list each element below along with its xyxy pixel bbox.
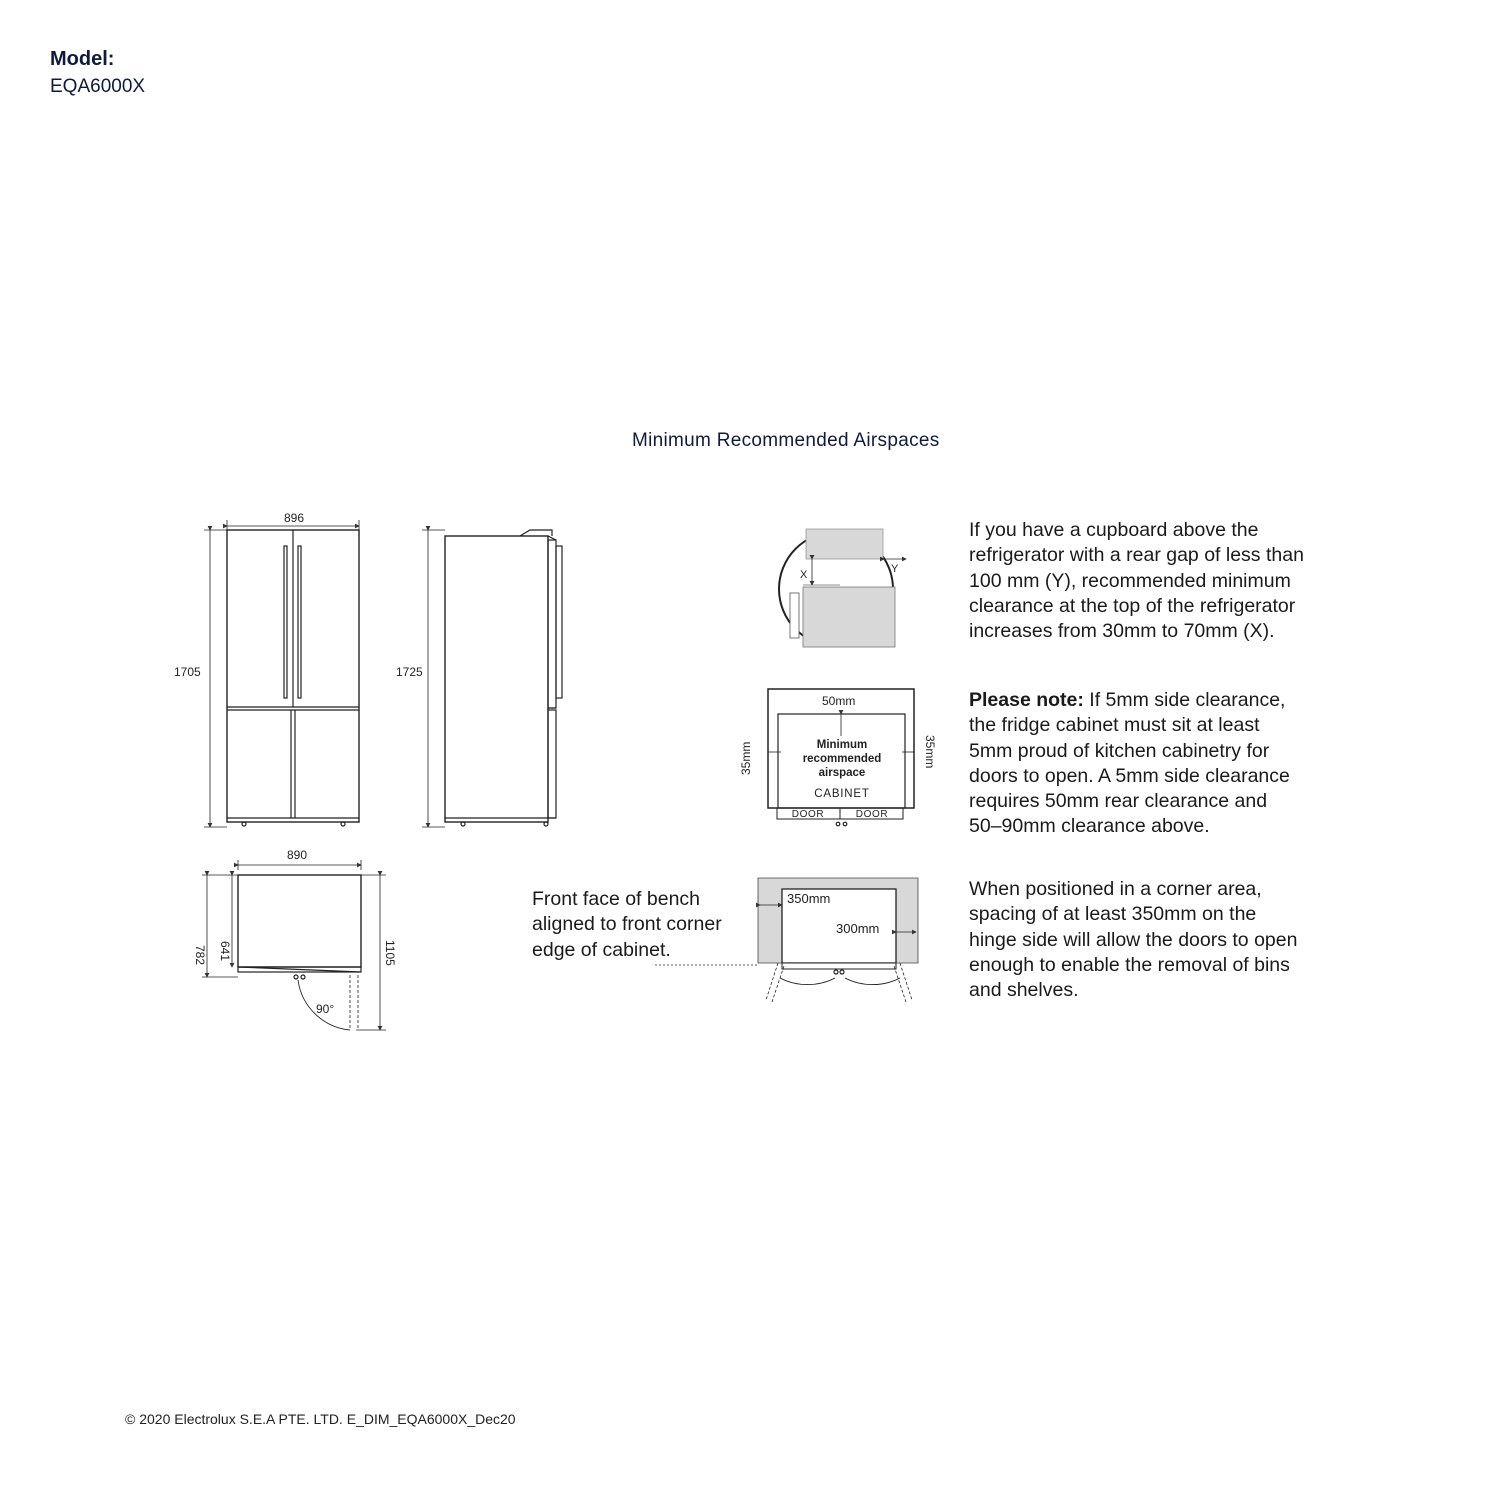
door-right-label: DOOR	[855, 809, 889, 820]
corner-note-line: enough to enable the removal of bins	[969, 953, 1290, 976]
cupboard-x-label: X	[800, 569, 808, 581]
cupboard-note-line: increases from 30mm to 70mm (X).	[969, 620, 1275, 643]
airspace-center-line2: recommended	[802, 753, 882, 765]
corner-note	[969, 877, 1349, 1003]
corner-note-line: hinge side will allow the doors to open	[969, 928, 1298, 951]
cupboard-y-label: Y	[891, 563, 899, 575]
model-number: EQA6000X	[50, 76, 146, 97]
door-angle-label: 90°	[316, 1002, 335, 1016]
top-width-label: 890	[287, 848, 308, 862]
please-note-line: 50–90mm clearance above.	[969, 815, 1210, 838]
cupboard-note-line: refrigerator with a rear gap of less than	[969, 544, 1304, 567]
airspace-center-line3: airspace	[818, 767, 866, 779]
left-clearance-label: 35mm	[739, 741, 753, 775]
top-depth-door-open-label: 1105	[383, 940, 397, 966]
cupboard-note-line: If you have a cupboard above the	[969, 519, 1259, 541]
rear-clearance-label: 50mm	[822, 694, 856, 708]
please-note-line: 5mm proud of kitchen cabinetry for	[969, 739, 1270, 762]
model-label: Model:	[50, 48, 115, 70]
copyright-footer: © 2020 Electrolux S.E.A PTE. LTD. E_DIM_EQA6000X_Dec20	[125, 1411, 516, 1427]
bench-note-line: Front face of bench	[532, 888, 701, 910]
door-left-label: DOOR	[791, 809, 825, 820]
cupboard-clearance-detail	[779, 529, 906, 647]
please-note-label: Please note:	[969, 689, 1084, 711]
other-clearance-label: 300mm	[836, 921, 880, 936]
please-note-line: requires 50mm rear clearance and	[969, 790, 1268, 813]
side-view-drawing	[422, 530, 562, 827]
corner-note-line: spacing of at least 350mm on the	[969, 903, 1257, 926]
bench-alignment-note	[532, 887, 762, 963]
airspace-center-line1: Minimum	[816, 739, 868, 751]
please-note-line: If 5mm side clearance,	[1083, 689, 1286, 711]
right-clearance-label: 35mm	[923, 735, 937, 769]
front-width-label: 896	[284, 511, 305, 525]
please-note-line: the fridge cabinet must sit at least	[969, 714, 1260, 737]
cupboard-note	[969, 518, 1369, 644]
top-depth-outer-label: 782	[193, 945, 207, 966]
cupboard-note-line: 100 mm (Y), recommended minimum	[969, 569, 1291, 592]
side-height-label: 1725	[396, 665, 423, 679]
cabinet-label: CABINET	[814, 788, 870, 800]
corner-note-line: When positioned in a corner area,	[969, 878, 1262, 900]
please-note	[969, 688, 1369, 840]
corner-note-line: and shelves.	[969, 979, 1079, 1002]
front-height-label: 1705	[174, 665, 201, 679]
top-depth-inner-label: 641	[218, 941, 232, 962]
cupboard-note-line: clearance at the top of the refrigerator	[969, 594, 1296, 617]
please-note-line: doors to open. A 5mm side clearance	[969, 764, 1290, 787]
bench-note-line: aligned to front corner	[532, 913, 722, 936]
page-title: Minimum Recommended Airspaces	[632, 430, 940, 451]
front-view-drawing	[204, 520, 359, 827]
bench-note-line: edge of cabinet.	[532, 938, 671, 961]
hinge-clearance-label: 350mm	[787, 891, 831, 906]
